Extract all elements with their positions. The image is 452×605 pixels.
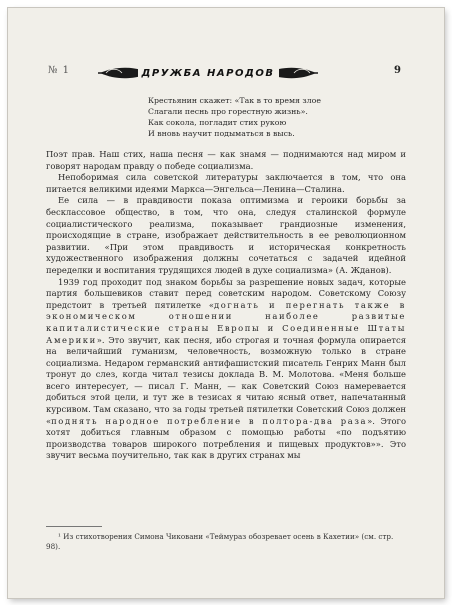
page-header	[8, 64, 444, 82]
emphasized-quote: поднять народное потребление в полтора-два раза	[51, 415, 368, 426]
footnote: ¹ Из стихотворения Симона Чиковани «Теймураз обозревает осень в Кахетии» (см. стр. 98).	[46, 532, 394, 551]
paragraph-text: ». Этого хотят добиться главным образом с помощью работы «по подъятию производства товаров широкого потребления и пищевых продуктов»». Это звучит весьма поучительно, так как в других странах мы	[46, 415, 406, 461]
poem-epigraph	[148, 95, 408, 139]
paragraph: Ее сила — в правдивости показа оптимизма и героики борьбы за бесклассовое общество, в том, что она, следуя сталинской формуле социалистического реализма, показывает грандиозные изменения, происходящие в стране, изображает действительность в ее революционном развитии. «При этом правдивость и историческая конкретность художественного изображения должны сочетаться с задачей идейной переделки и воспитания трудящихся людей в духе социализма» (А. Жданов).	[46, 195, 406, 275]
header-ornament	[96, 64, 320, 82]
poem-line: Как сокола, погладит стих рукою	[148, 118, 287, 127]
paragraph-text: 1939 год проходит под знаком борьбы за разрешение новых задач, которые партия большевиков ставит перед советским народом. Советскому Союзу предстоит в третьей пятилетке «	[46, 276, 406, 310]
emphasized-quote: догнать и перегнать также в экономическом отношении наиболее развитые капиталистические страны Европы и Соединенные Штаты Америки	[46, 299, 406, 345]
journal-page	[8, 8, 444, 598]
paragraph-text: ». Это звучит, как песня, ибо строгая и точная формула опирается на величайший гуманизм, человечность, возможную только в стране социализма. Недаром германский антифашистский писатель Генрих Манн был тронут до слез, когда читал тезисы доклада В. М. Молотова. «Меня больше всего интересует, — писал Г. Манн, — как Советский Союз намеревается добиться этой цели, и тут же в тезисах я читаю ясный ответ, напечатанный курсивом. Там сказано, что за годы третьей пятилетки Советский Союз должен «	[46, 334, 406, 426]
paragraph: Поэт прав. Наш стих, наша песня — как знамя — поднимаются над миром и говорят народам правду о победе социализма.	[46, 149, 406, 171]
journal-title: ДРУЖБА НАРОДОВ	[138, 68, 279, 79]
article-body	[46, 149, 406, 462]
footnote-divider	[46, 526, 102, 527]
page-number-right: 9	[394, 65, 401, 76]
poem-line: Крестьянин скажет: «Так в то время злое	[148, 96, 321, 105]
poem-line: И вновь научит подыматься в высь.	[148, 129, 295, 138]
page-number-left: № 1	[48, 65, 71, 76]
poem-line: Слагали песнь про горестную жизнь».	[148, 107, 308, 116]
paragraph	[46, 277, 406, 463]
paragraph: Непоборимая сила советской литературы заключается в том, что она питается великими идеями Маркса—Энгельса—Ленина—Сталина.	[46, 172, 406, 194]
